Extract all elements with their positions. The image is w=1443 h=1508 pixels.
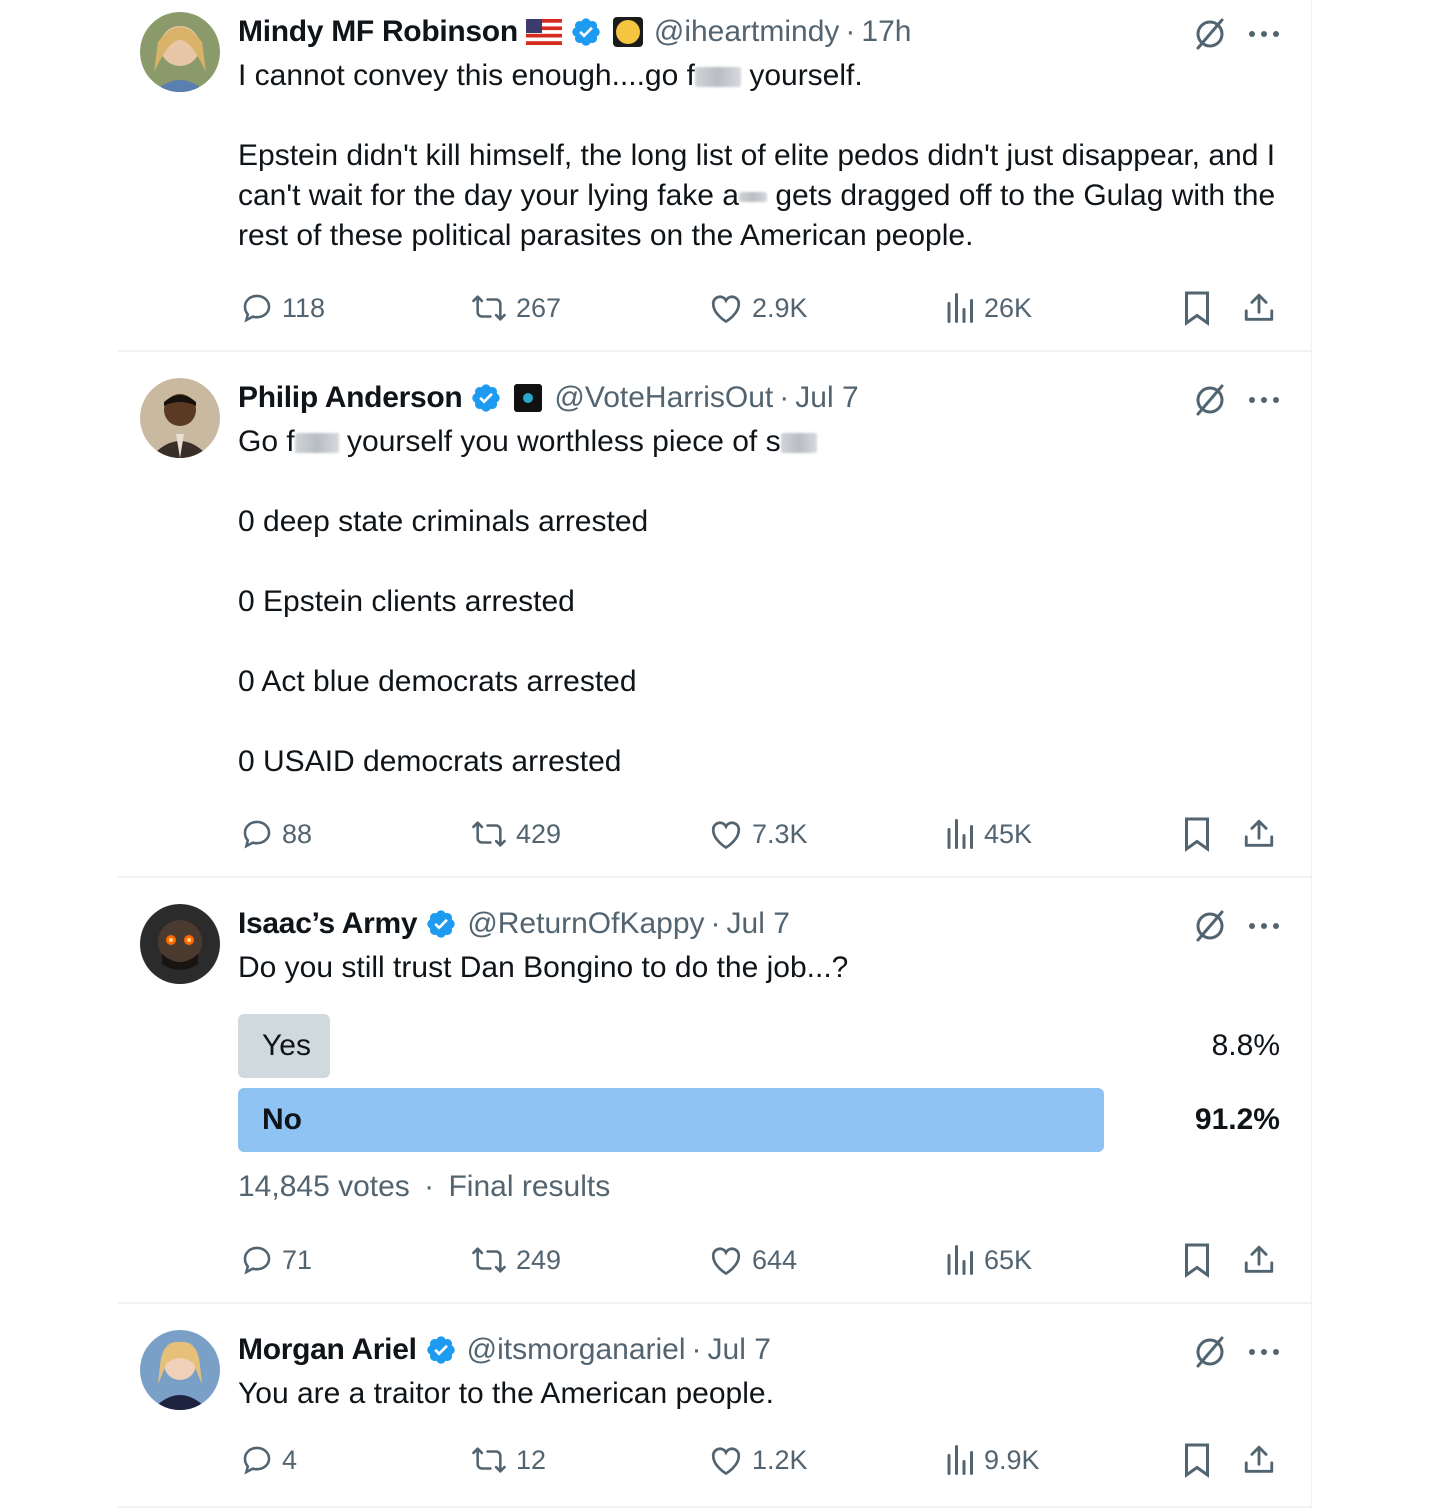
verified-badge-icon[interactable] — [425, 1334, 457, 1366]
tweet-actions — [118, 286, 1312, 330]
author-handle[interactable]: @ReturnOfKappy — [467, 907, 705, 940]
author-name[interactable]: Mindy MF Robinson — [238, 15, 518, 48]
poll-vote-count: 14,845 votes — [238, 1170, 410, 1203]
share-icon[interactable] — [1242, 816, 1276, 852]
poll-option-percent: 8.8% — [1211, 1029, 1280, 1062]
reply-count: 4 — [282, 1444, 298, 1475]
tweet-body — [238, 1328, 1280, 1414]
reply-icon — [240, 1443, 274, 1477]
redaction — [739, 192, 767, 202]
repost-button[interactable] — [470, 817, 561, 851]
like-button[interactable] — [708, 817, 808, 851]
tweet-body — [238, 10, 1280, 256]
yellow-circle-emoji-icon — [612, 16, 644, 48]
tweet[interactable] — [118, 1304, 1312, 1508]
reply-count: 71 — [282, 1244, 313, 1275]
repost-count: 429 — [516, 818, 562, 849]
views-button[interactable] — [946, 817, 1032, 851]
tweet-text — [238, 56, 1280, 256]
reply-button[interactable] — [240, 817, 312, 851]
repost-button[interactable] — [470, 1243, 561, 1277]
text-fragment: Epstein didn't kill himself, the long list of elite pedos didn't just disappear, and I can't wait for the day your lying fake a — [238, 139, 1276, 212]
redaction — [295, 433, 339, 453]
text-line: 0 Act blue democrats arrested — [238, 665, 637, 698]
redaction — [695, 67, 741, 87]
share-icon[interactable] — [1242, 1242, 1276, 1278]
view-count: 65K — [984, 1244, 1033, 1275]
repost-count: 249 — [516, 1244, 562, 1275]
timeline — [118, 0, 1312, 1508]
like-count: 7.3K — [752, 818, 808, 849]
grok-icon[interactable] — [1192, 1334, 1228, 1370]
reply-icon — [240, 291, 274, 325]
like-count: 644 — [752, 1244, 798, 1275]
grok-icon[interactable] — [1192, 382, 1228, 418]
like-count: 1.2K — [752, 1444, 808, 1475]
bookmark-icon[interactable] — [1182, 1242, 1212, 1278]
separator: · — [710, 907, 721, 940]
reply-count: 88 — [282, 818, 313, 849]
poll-option-label: Yes — [262, 1029, 311, 1062]
like-count: 2.9K — [752, 292, 808, 323]
avatar[interactable] — [140, 12, 220, 92]
reply-icon — [240, 1243, 274, 1277]
repost-icon — [470, 1243, 508, 1277]
poll-bar — [238, 1088, 1104, 1152]
tweet-actions — [118, 1238, 1312, 1282]
text-fragment: yourself you worthless piece of s — [338, 425, 781, 458]
author-name[interactable]: Isaac’s Army — [238, 907, 418, 940]
us-flag-icon — [526, 19, 562, 45]
bookmark-icon[interactable] — [1182, 290, 1212, 326]
like-button[interactable] — [708, 1243, 797, 1277]
separator: · — [424, 1170, 435, 1203]
repost-button[interactable] — [470, 291, 561, 325]
poll-option-yes — [238, 1014, 1280, 1078]
text-line: 0 deep state criminals arrested — [238, 505, 649, 538]
reply-button[interactable] — [240, 291, 325, 325]
reply-count: 118 — [282, 292, 326, 323]
share-icon[interactable] — [1242, 290, 1276, 326]
analytics-icon — [946, 1243, 976, 1277]
tweet[interactable] — [118, 352, 1312, 878]
repost-icon — [470, 1443, 508, 1477]
text-fragment: I cannot convey this enough....go f — [238, 59, 695, 92]
view-count: 45K — [984, 818, 1033, 849]
view-count: 26K — [984, 292, 1033, 323]
verified-badge-icon[interactable] — [470, 382, 502, 414]
poll — [238, 1014, 1280, 1204]
heart-icon — [708, 817, 744, 851]
tweet-actions — [118, 1438, 1312, 1482]
author-name[interactable]: Morgan Ariel — [238, 1333, 417, 1366]
tweet-text: Do you still trust Dan Bongino to do the job...? — [238, 951, 849, 984]
tweet-top-actions — [1192, 1334, 1280, 1370]
verified-badge-icon[interactable] — [425, 908, 457, 940]
repost-button[interactable] — [470, 1443, 546, 1477]
more-options-icon[interactable] — [1248, 29, 1280, 39]
analytics-icon — [946, 817, 976, 851]
timestamp[interactable]: Jul 7 — [707, 1333, 771, 1366]
like-button[interactable] — [708, 1443, 808, 1477]
author-handle[interactable]: @iheartmindy — [653, 15, 840, 48]
text-line: 0 Epstein clients arrested — [238, 585, 575, 618]
reply-icon — [240, 817, 274, 851]
share-icon[interactable] — [1242, 1442, 1276, 1478]
grok-icon[interactable] — [1192, 16, 1228, 52]
text-line: 0 USAID democrats arrested — [238, 745, 622, 778]
analytics-icon — [946, 291, 976, 325]
tweet-header — [238, 10, 1280, 54]
views-button[interactable] — [946, 1443, 1040, 1477]
timestamp[interactable]: Jul 7 — [726, 907, 790, 940]
repost-count: 267 — [516, 292, 562, 323]
repost-count: 12 — [516, 1444, 547, 1475]
bookmark-icon[interactable] — [1182, 1442, 1212, 1478]
bookmark-icon[interactable] — [1182, 816, 1212, 852]
timestamp[interactable]: 17h — [861, 15, 912, 48]
tweet-body — [238, 902, 1280, 1204]
poll-status: Final results — [448, 1170, 611, 1203]
tweet-top-actions — [1192, 382, 1280, 418]
repost-icon — [470, 291, 508, 325]
redaction — [781, 433, 817, 453]
tweet-text — [238, 422, 1280, 782]
text-fragment: gets dragged off to the Gulag with the rest of these political parasites on the American people. — [238, 179, 1276, 252]
poll-meta — [238, 1170, 1280, 1204]
tweet-header — [238, 1328, 1280, 1372]
tweet-header — [238, 376, 1280, 420]
like-button[interactable] — [708, 291, 808, 325]
poll-option-no — [238, 1088, 1280, 1152]
author-handle[interactable]: @VoteHarrisOut — [554, 381, 774, 414]
tweet[interactable] — [118, 878, 1312, 1304]
poll-option-label: No — [262, 1103, 302, 1136]
views-button[interactable] — [946, 291, 1032, 325]
tweet-actions — [118, 812, 1312, 856]
author-name[interactable]: Philip Anderson — [238, 381, 463, 414]
heart-icon — [708, 291, 744, 325]
author-handle[interactable]: @itsmorganariel — [466, 1333, 686, 1366]
avatar[interactable] — [140, 1330, 220, 1410]
tweet-header — [238, 902, 1280, 946]
separator: · — [779, 381, 790, 414]
avatar[interactable] — [140, 378, 220, 458]
affiliate-square-icon[interactable] — [512, 382, 544, 414]
tweet-top-actions — [1192, 908, 1280, 944]
reply-button[interactable] — [240, 1243, 312, 1277]
more-options-icon[interactable] — [1248, 1347, 1280, 1357]
reply-button[interactable] — [240, 1443, 297, 1477]
tweet-body — [238, 376, 1280, 782]
tweet-top-actions — [1192, 16, 1280, 52]
separator: · — [691, 1333, 702, 1366]
grok-icon[interactable] — [1192, 908, 1228, 944]
separator: · — [845, 15, 856, 48]
views-button[interactable] — [946, 1243, 1032, 1277]
more-options-icon[interactable] — [1248, 395, 1280, 405]
repost-icon — [470, 817, 508, 851]
heart-icon — [708, 1243, 744, 1277]
verified-badge-icon[interactable] — [570, 16, 602, 48]
text-fragment: yourself. — [740, 59, 863, 92]
tweet-text: You are a traitor to the American people. — [238, 1377, 774, 1410]
avatar[interactable] — [140, 904, 220, 984]
analytics-icon — [946, 1443, 976, 1477]
text-fragment: Go f — [238, 425, 295, 458]
view-count: 9.9K — [984, 1444, 1040, 1475]
tweet[interactable] — [118, 0, 1312, 352]
timestamp[interactable]: Jul 7 — [795, 381, 859, 414]
more-options-icon[interactable] — [1248, 921, 1280, 931]
heart-icon — [708, 1443, 744, 1477]
poll-option-percent: 91.2% — [1194, 1103, 1280, 1136]
